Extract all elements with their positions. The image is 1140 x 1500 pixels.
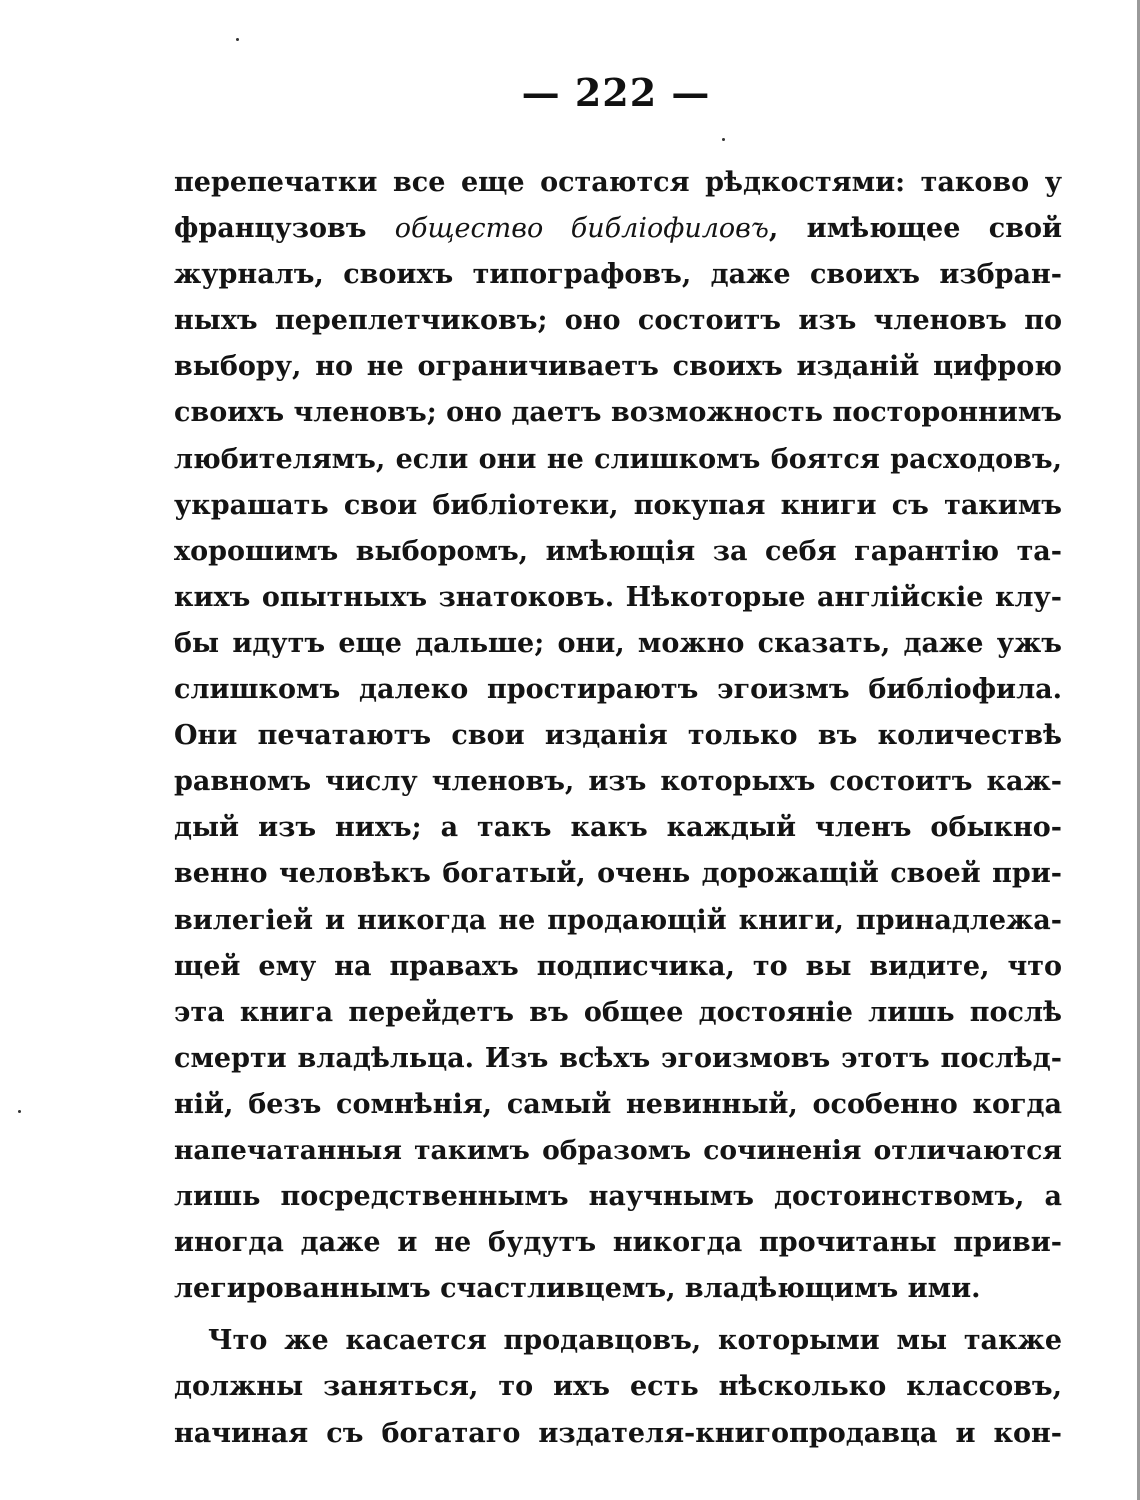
text-line: щей ему на правахъ подписчика, то вы видите, что (174, 950, 1062, 982)
text-line: журналъ, своихъ типографовъ, даже своихъ избран- (174, 259, 1062, 291)
body-text (174, 160, 1062, 1457)
text-line: любителямъ, если они не слишкомъ боятся расходовъ, (174, 443, 1062, 475)
text-line: легированнымъ счастливцемъ, владѣющимъ ими. (174, 1273, 981, 1305)
text-line: должны заняться, то ихъ есть нѣсколько классовъ, (174, 1371, 1062, 1403)
text-line-part: французовъ (174, 213, 395, 245)
paragraph-2 (174, 1318, 1062, 1456)
text-line-with-italic (174, 206, 1062, 252)
text-line: вилегiей и никогда не продающiй книги, принадлежа- (174, 904, 1062, 936)
text-line: кихъ опытныхъ знатоковъ. Нѣкоторые англiйскiе клу- (174, 581, 1062, 613)
print-speck (18, 1110, 21, 1113)
text-line: начиная съ богатаго издателя-книгопродавца и кон- (174, 1417, 1062, 1449)
text-line: перепечатки все еще остаются рѣдкостями: таково у (174, 167, 1062, 198)
page-number: — 222 — (521, 70, 711, 115)
italic-phrase: общество библiофиловъ (394, 213, 769, 245)
text-line-part: , имѣющее свой (768, 213, 1062, 245)
text-line: равномъ числу членовъ, изъ которыхъ состоитъ каж- (174, 766, 1062, 798)
text-line: Они печатаютъ свои изданiя только въ количествѣ (174, 720, 1062, 752)
text-line: напечатанныя такимъ образомъ сочиненiя отличаются (174, 1134, 1062, 1166)
text-line: лишь посредственнымъ научнымъ достоинствомъ, а (174, 1181, 1062, 1213)
text-line: бы идутъ еще дальше; они, можно сказать, даже ужъ (174, 627, 1062, 659)
text-line: эта книга перейдетъ въ общее достоянiе лишь послѣ (174, 996, 1062, 1028)
text-line: смерти владѣльца. Изъ всѣхъ эгоизмовъ этотъ послѣд- (174, 1042, 1062, 1074)
text-line: дый изъ нихъ; а такъ какъ каждый членъ обыкно- (174, 812, 1062, 844)
text-line: украшать свои библiотеки, покупая книги съ такимъ (174, 489, 1062, 521)
text-line: нiй, безъ сомнѣнiя, самый невинный, особенно когда (174, 1088, 1062, 1120)
print-speck (722, 138, 725, 141)
paragraph-1 (174, 160, 1062, 1312)
text-line: иногда даже и не будутъ никогда прочитаны приви- (174, 1227, 1062, 1259)
text-line: выбору, но не ограничиваетъ своихъ изданiй цифрою (174, 351, 1062, 383)
text-line: слишкомъ далеко простираютъ эгоизмъ библiофила. (174, 674, 1062, 706)
text-line: венно человѣкъ богатый, очень дорожащiй своей при- (174, 858, 1062, 890)
text-line: хорошимъ выборомъ, имѣющiя за себя гарантiю та- (174, 535, 1062, 567)
print-speck (236, 38, 239, 41)
text-line: своихъ членовъ; оно даетъ возможность постороннимъ (174, 397, 1062, 429)
text-line: Что же касается продавцовъ, которыми мы также (208, 1325, 1062, 1357)
text-line: ныхъ переплетчиковъ; оно состоитъ изъ членовъ по (174, 305, 1062, 337)
